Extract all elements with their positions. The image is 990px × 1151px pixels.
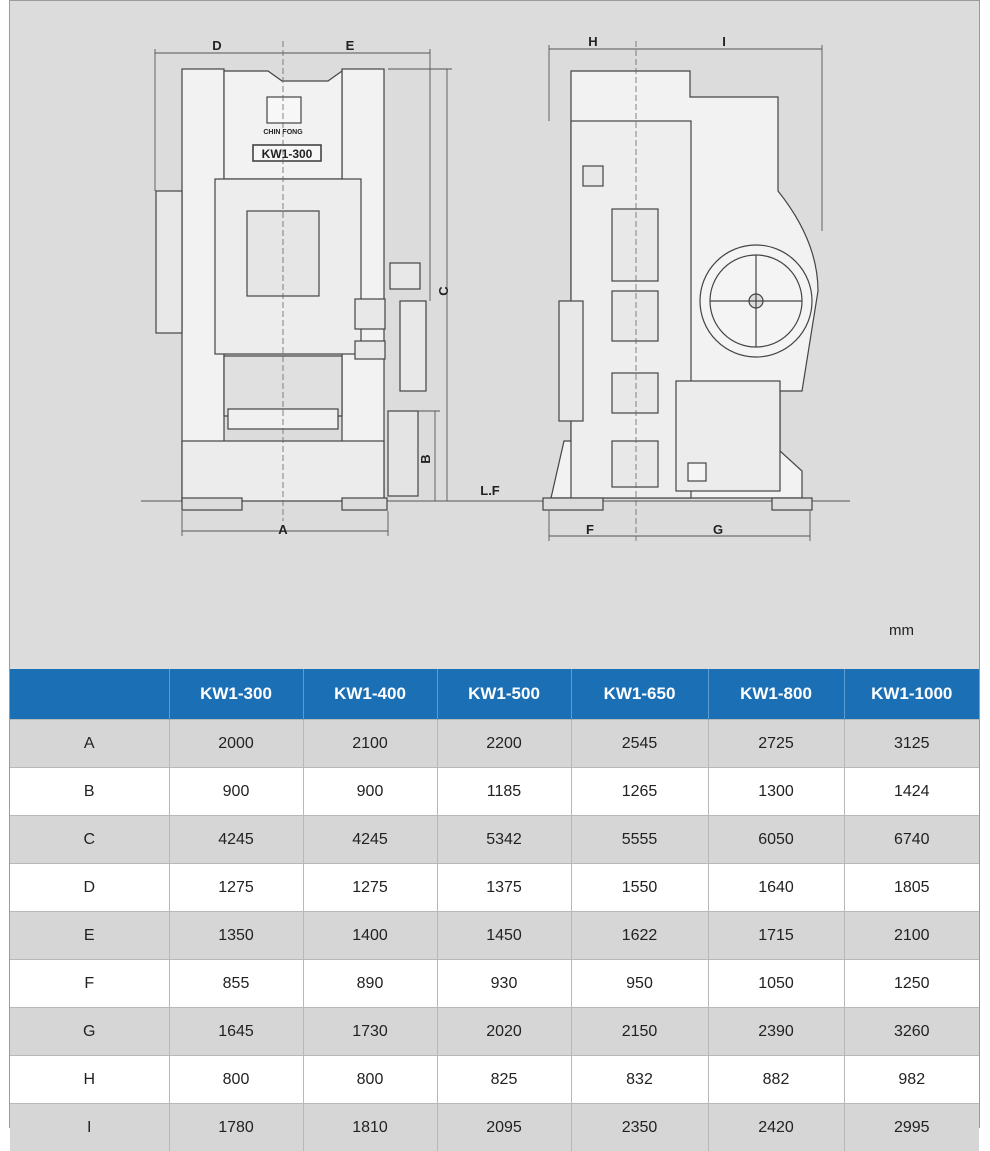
table-cell: 2995 (844, 1104, 979, 1151)
table-cell: 1424 (844, 768, 979, 816)
row-label: F (10, 960, 169, 1008)
table-cell: 1640 (708, 864, 844, 912)
table-cell: 1622 (571, 912, 708, 960)
table-cell: 1805 (844, 864, 979, 912)
table-row (10, 768, 979, 816)
table-cell: 2420 (708, 1104, 844, 1151)
dim-label-g: G (713, 522, 723, 537)
table-cell: 900 (303, 768, 437, 816)
table-row (10, 912, 979, 960)
row-label: B (10, 768, 169, 816)
table-cell: 2200 (437, 720, 571, 768)
table-cell: 6050 (708, 816, 844, 864)
table-cell: 2545 (571, 720, 708, 768)
table-header-row (10, 669, 979, 720)
header-model: KW1-500 (437, 669, 571, 720)
table-cell: 1450 (437, 912, 571, 960)
table-cell: 2020 (437, 1008, 571, 1056)
table-cell: 4245 (169, 816, 303, 864)
row-label: A (10, 720, 169, 768)
dim-label-d: D (212, 38, 221, 53)
table-cell: 1185 (437, 768, 571, 816)
table-row (10, 1056, 979, 1104)
table-cell: 950 (571, 960, 708, 1008)
dimension-table (10, 669, 979, 1151)
row-label: I (10, 1104, 169, 1151)
dim-label-h: H (588, 34, 597, 49)
table-cell: 5555 (571, 816, 708, 864)
table-cell: 900 (169, 768, 303, 816)
table-cell: 982 (844, 1056, 979, 1104)
model-plate-text: KW1-300 (262, 147, 313, 161)
table-cell: 2095 (437, 1104, 571, 1151)
dim-label-b: B (418, 454, 433, 463)
table-cell: 890 (303, 960, 437, 1008)
press-drawings-svg (10, 1, 981, 661)
table-cell: 800 (169, 1056, 303, 1104)
table-cell: 4245 (303, 816, 437, 864)
dim-label-c: C (436, 286, 451, 296)
table-row (10, 720, 979, 768)
row-label: G (10, 1008, 169, 1056)
table-cell: 1400 (303, 912, 437, 960)
table-cell: 1550 (571, 864, 708, 912)
table-cell: 3125 (844, 720, 979, 768)
unit-label: mm (889, 622, 914, 639)
header-model: KW1-800 (708, 669, 844, 720)
table-cell: 1265 (571, 768, 708, 816)
table-cell: 1275 (303, 864, 437, 912)
spec-sheet (9, 0, 980, 1128)
table-row (10, 1104, 979, 1151)
header-model: KW1-1000 (844, 669, 979, 720)
table-cell: 6740 (844, 816, 979, 864)
table-cell: 1810 (303, 1104, 437, 1151)
flywheel (700, 245, 812, 357)
dim-label-e: E (346, 38, 355, 53)
header-model: KW1-650 (571, 669, 708, 720)
table-cell: 1715 (708, 912, 844, 960)
row-label: H (10, 1056, 169, 1104)
technical-drawing (10, 1, 981, 661)
table-cell: 1780 (169, 1104, 303, 1151)
table-cell: 1730 (303, 1008, 437, 1056)
table-cell: 1300 (708, 768, 844, 816)
table-cell: 2350 (571, 1104, 708, 1151)
row-label: E (10, 912, 169, 960)
table-cell: 2725 (708, 720, 844, 768)
table-cell: 930 (437, 960, 571, 1008)
table-cell: 1645 (169, 1008, 303, 1056)
table-cell: 855 (169, 960, 303, 1008)
table-row (10, 864, 979, 912)
table-row (10, 816, 979, 864)
header-model: KW1-300 (169, 669, 303, 720)
table-cell: 1250 (844, 960, 979, 1008)
table-cell: 1350 (169, 912, 303, 960)
table-row (10, 1008, 979, 1056)
table-cell: 882 (708, 1056, 844, 1104)
table-row (10, 960, 979, 1008)
dim-label-f: F (586, 522, 594, 537)
header-model: KW1-400 (303, 669, 437, 720)
table-cell: 800 (303, 1056, 437, 1104)
table-cell: 1375 (437, 864, 571, 912)
table-cell: 2150 (571, 1008, 708, 1056)
table-cell: 825 (437, 1056, 571, 1104)
floor-label: L.F (480, 483, 500, 498)
row-label: D (10, 864, 169, 912)
table-cell: 1275 (169, 864, 303, 912)
dim-label-i: I (722, 34, 726, 49)
table-cell: 2100 (303, 720, 437, 768)
table-cell: 832 (571, 1056, 708, 1104)
table-cell: 2390 (708, 1008, 844, 1056)
table-cell: 3260 (844, 1008, 979, 1056)
table-cell: 2100 (844, 912, 979, 960)
brand-logo-text: CHIN FONG (263, 129, 303, 136)
table-cell: 2000 (169, 720, 303, 768)
header-corner (10, 669, 169, 720)
row-label: C (10, 816, 169, 864)
table-cell: 1050 (708, 960, 844, 1008)
table-cell: 5342 (437, 816, 571, 864)
dim-label-a: A (278, 522, 288, 537)
